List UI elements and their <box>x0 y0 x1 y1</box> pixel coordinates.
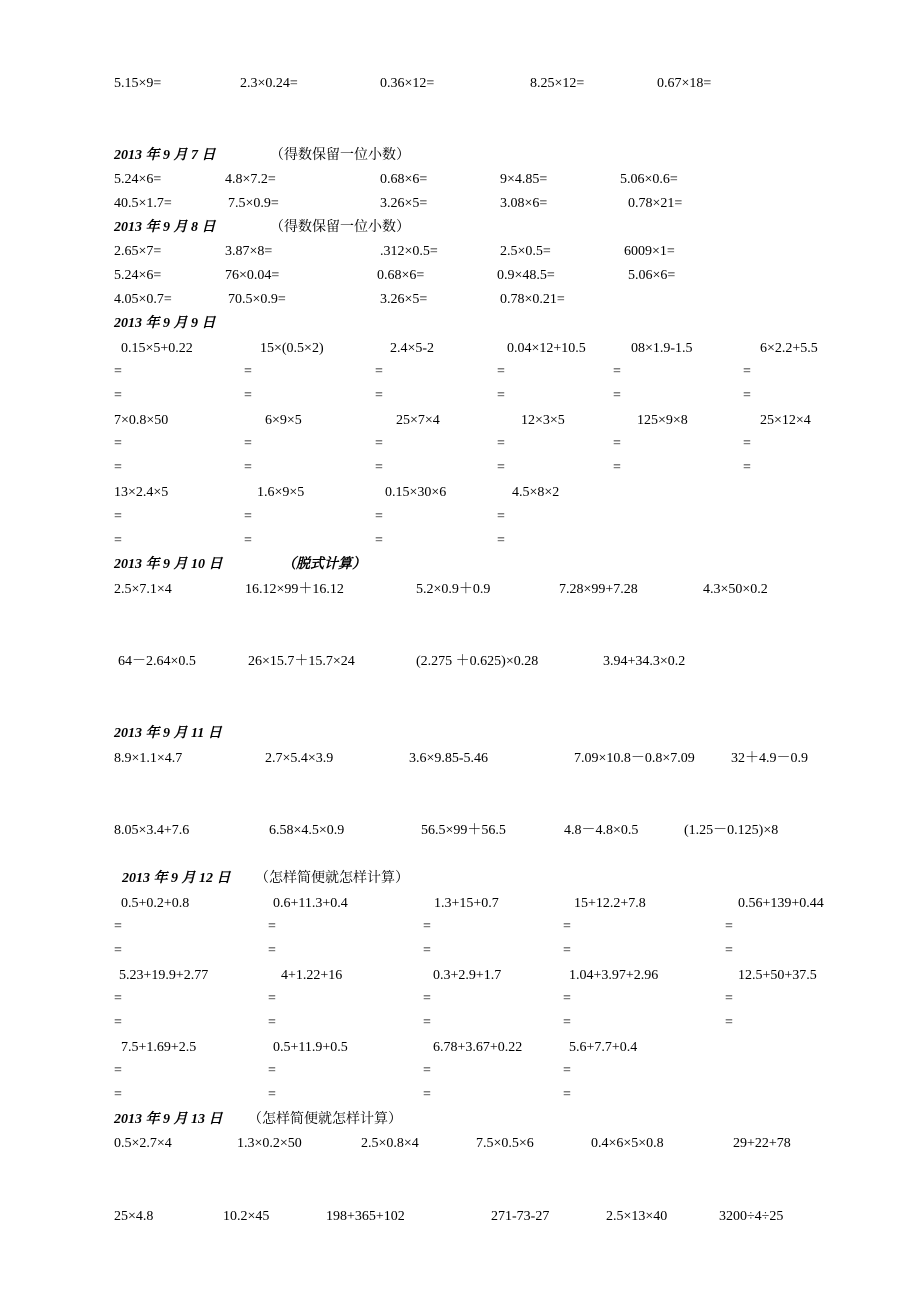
expression: 7.5+1.69+2.5 <box>121 1040 197 1055</box>
expression: 5.06×0.6= <box>620 172 678 187</box>
equals-line: = <box>497 436 505 451</box>
section-note: （怎样简便就怎样计算） <box>248 1112 402 1127</box>
expression: 9×4.85= <box>500 172 548 187</box>
equals-line: = <box>375 388 383 403</box>
equals-line: = <box>375 533 383 548</box>
equals-line: = <box>114 1087 122 1102</box>
equals-line: = <box>725 919 733 934</box>
section-date-heading: 2013 年 9 月 9 日 <box>114 316 216 331</box>
equals-line: = <box>725 991 733 1006</box>
expression: 6.78+3.67+0.22 <box>433 1040 523 1055</box>
equals-line: = <box>563 991 571 1006</box>
expression: 12×3×5 <box>521 413 565 428</box>
equals-line: = <box>114 533 122 548</box>
expression: 25×7×4 <box>396 413 440 428</box>
section-date-heading: 2013 年 9 月 10 日 <box>114 557 223 572</box>
expression: 0.67×18= <box>657 76 712 91</box>
expression: 16.12×99＋16.12 <box>245 582 344 597</box>
expression: 3200÷4÷25 <box>719 1209 784 1224</box>
expression: 25×4.8 <box>114 1209 154 1224</box>
expression: 4+1.22+16 <box>281 968 343 983</box>
expression: 0.5×2.7×4 <box>114 1136 172 1151</box>
expression: (2.275 ＋0.625)×0.28 <box>416 654 539 669</box>
equals-line: = <box>725 943 733 958</box>
expression: 7.28×99+7.28 <box>559 582 638 597</box>
expression: 2.7×5.4×3.9 <box>265 751 334 766</box>
expression: 7.5×0.9= <box>228 196 279 211</box>
expression: 70.5×0.9= <box>228 292 286 307</box>
expression: 7.09×10.8－0.8×7.09 <box>574 751 695 766</box>
equals-line: = <box>613 364 621 379</box>
expression: 5.23+19.9+2.77 <box>119 968 209 983</box>
equals-line: = <box>613 436 621 451</box>
expression: 5.15×9= <box>114 76 162 91</box>
equals-line: = <box>268 1015 276 1030</box>
equals-line: = <box>244 460 252 475</box>
equals-line: = <box>114 943 122 958</box>
equals-line: = <box>244 388 252 403</box>
equals-line: = <box>375 364 383 379</box>
equals-line: = <box>375 509 383 524</box>
equals-line: = <box>244 509 252 524</box>
expression: 0.3+2.9+1.7 <box>433 968 502 983</box>
expression: 198+365+102 <box>326 1209 405 1224</box>
equals-line: = <box>743 460 751 475</box>
expression: 2.3×0.24= <box>240 76 298 91</box>
equals-line: = <box>268 919 276 934</box>
expression: 0.36×12= <box>380 76 435 91</box>
expression: 26×15.7＋15.7×24 <box>248 654 355 669</box>
expression: 5.2×0.9＋0.9 <box>416 582 491 597</box>
expression: 6×2.2+5.5 <box>760 341 818 356</box>
equals-line: = <box>244 533 252 548</box>
section-date-heading: 2013 年 9 月 13 日 <box>114 1112 223 1127</box>
equals-line: = <box>563 1063 571 1078</box>
equals-line: = <box>423 991 431 1006</box>
equals-line: = <box>563 1015 571 1030</box>
expression: 3.6×9.85-5.46 <box>409 751 489 766</box>
expression: 12.5+50+37.5 <box>738 968 817 983</box>
expression: 0.56+139+0.44 <box>738 896 824 911</box>
expression: 10.2×45 <box>223 1209 270 1224</box>
equals-line: = <box>114 991 122 1006</box>
equals-line: = <box>725 1015 733 1030</box>
equals-line: = <box>375 460 383 475</box>
expression: 1.3×0.2×50 <box>237 1136 302 1151</box>
expression: 2.5×13×40 <box>606 1209 668 1224</box>
section-date-heading: 2013 年 9 月 12 日 <box>122 871 231 886</box>
expression: 7.5×0.5×6 <box>476 1136 534 1151</box>
equals-line: = <box>497 364 505 379</box>
expression: 32＋4.9－0.9 <box>731 751 808 766</box>
expression: 0.6+11.3+0.4 <box>273 896 348 911</box>
expression: 76×0.04= <box>225 268 280 283</box>
expression: 2.4×5-2 <box>390 341 435 356</box>
equals-line: = <box>114 364 122 379</box>
expression: 2.5×7.1×4 <box>114 582 172 597</box>
equals-line: = <box>563 1087 571 1102</box>
expression: 4.8×7.2= <box>225 172 276 187</box>
expression: 4.05×0.7= <box>114 292 172 307</box>
expression: 5.24×6= <box>114 268 162 283</box>
expression: 3.94+34.3×0.2 <box>603 654 686 669</box>
expression: 0.9×48.5= <box>497 268 555 283</box>
expression: 3.26×5= <box>380 292 428 307</box>
expression: 4.5×8×2 <box>512 485 560 500</box>
section-note: （脱式计算） <box>282 557 366 572</box>
equals-line: = <box>268 991 276 1006</box>
expression: 0.15×30×6 <box>385 485 447 500</box>
equals-line: = <box>114 388 122 403</box>
expression: (1.25－0.125)×8 <box>684 823 779 838</box>
equals-line: = <box>114 436 122 451</box>
expression: 7×0.8×50 <box>114 413 169 428</box>
equals-line: = <box>497 533 505 548</box>
expression: 15×(0.5×2) <box>260 341 324 356</box>
expression: 0.68×6= <box>380 172 428 187</box>
expression: 5.24×6= <box>114 172 162 187</box>
expression: 4.3×50×0.2 <box>703 582 768 597</box>
expression: 2.5×0.8×4 <box>361 1136 419 1151</box>
expression: 2.65×7= <box>114 244 162 259</box>
expression: 8.25×12= <box>530 76 585 91</box>
expression: 0.5+11.9+0.5 <box>273 1040 348 1055</box>
equals-line: = <box>114 509 122 524</box>
expression: 0.5+0.2+0.8 <box>121 896 190 911</box>
expression: 271-73-27 <box>491 1209 550 1224</box>
equals-line: = <box>497 509 505 524</box>
expression: 4.8－4.8×0.5 <box>564 823 639 838</box>
expression: 08×1.9-1.5 <box>631 341 693 356</box>
expression: 6.58×4.5×0.9 <box>269 823 345 838</box>
equals-line: = <box>268 943 276 958</box>
expression: 8.9×1.1×4.7 <box>114 751 183 766</box>
section-note: （得数保留一位小数） <box>270 220 410 235</box>
expression: .312×0.5= <box>380 244 438 259</box>
equals-line: = <box>563 943 571 958</box>
expression: 0.68×6= <box>377 268 425 283</box>
section-date-heading: 2013 年 9 月 8 日 <box>114 220 216 235</box>
section-note: （得数保留一位小数） <box>270 148 410 163</box>
expression: 0.78×21= <box>628 196 683 211</box>
expression: 5.06×6= <box>628 268 676 283</box>
expression: 3.26×5= <box>380 196 428 211</box>
equals-line: = <box>423 919 431 934</box>
section-note: （怎样简便就怎样计算） <box>255 871 409 886</box>
equals-line: = <box>244 436 252 451</box>
equals-line: = <box>114 460 122 475</box>
equals-line: = <box>497 388 505 403</box>
expression: 8.05×3.4+7.6 <box>114 823 190 838</box>
equals-line: = <box>423 1087 431 1102</box>
expression: 15+12.2+7.8 <box>574 896 646 911</box>
expression: 0.4×6×5×0.8 <box>591 1136 664 1151</box>
expression: 1.6×9×5 <box>257 485 305 500</box>
expression: 3.87×8= <box>225 244 273 259</box>
equals-line: = <box>423 1063 431 1078</box>
equals-line: = <box>743 388 751 403</box>
expression: 1.3+15+0.7 <box>434 896 499 911</box>
expression: 0.04×12+10.5 <box>507 341 586 356</box>
section-date-heading: 2013 年 9 月 7 日 <box>114 148 216 163</box>
expression: 125×9×8 <box>637 413 688 428</box>
equals-line: = <box>375 436 383 451</box>
equals-line: = <box>114 1063 122 1078</box>
expression: 56.5×99＋56.5 <box>421 823 506 838</box>
equals-line: = <box>423 943 431 958</box>
expression: 13×2.4×5 <box>114 485 169 500</box>
equals-line: = <box>268 1087 276 1102</box>
equals-line: = <box>268 1063 276 1078</box>
expression: 0.15×5+0.22 <box>121 341 193 356</box>
equals-line: = <box>114 1015 122 1030</box>
equals-line: = <box>613 388 621 403</box>
expression: 3.08×6= <box>500 196 548 211</box>
expression: 1.04+3.97+2.96 <box>569 968 659 983</box>
equals-line: = <box>244 364 252 379</box>
equals-line: = <box>613 460 621 475</box>
equals-line: = <box>497 460 505 475</box>
expression: 6009×1= <box>624 244 675 259</box>
expression: 40.5×1.7= <box>114 196 172 211</box>
equals-line: = <box>114 919 122 934</box>
expression: 64－2.64×0.5 <box>118 654 196 669</box>
equals-line: = <box>423 1015 431 1030</box>
expression: 29+22+78 <box>733 1136 791 1151</box>
expression: 6×9×5 <box>265 413 302 428</box>
section-date-heading: 2013 年 9 月 11 日 <box>114 726 222 741</box>
expression: 2.5×0.5= <box>500 244 551 259</box>
expression: 0.78×0.21= <box>500 292 565 307</box>
equals-line: = <box>563 919 571 934</box>
equals-line: = <box>743 364 751 379</box>
expression: 5.6+7.7+0.4 <box>569 1040 638 1055</box>
equals-line: = <box>743 436 751 451</box>
expression: 25×12×4 <box>760 413 811 428</box>
